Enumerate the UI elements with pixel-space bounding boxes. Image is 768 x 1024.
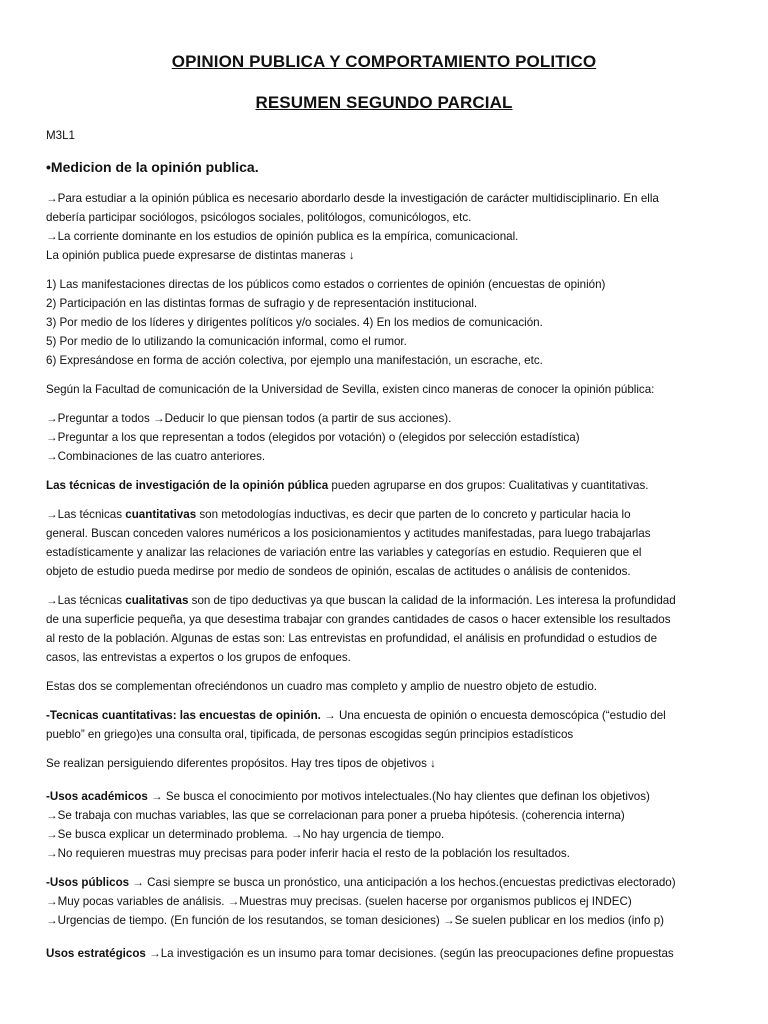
academic-rest: → Se busca el conocimiento por motivos intelectuales.(No hay clientes que definan los objetivos) (147, 790, 650, 803)
quantitative-line: general. Buscan conceden valores numéricos a los posicionamientos y actitudes manifestadas, para luego trabajarlas (46, 527, 651, 540)
public-paragraph (46, 873, 736, 892)
methods-item: →Combinaciones de las cuatro anteriores. (46, 450, 266, 463)
methods-item: →Preguntar a todos →Deducir lo que piensan todos (a partir de sus acciones). (46, 412, 452, 425)
qualitative-paragraph (46, 591, 736, 610)
surveys-paragraph (46, 706, 736, 725)
document-body (46, 126, 736, 963)
intro-line: La opinión publica puede expresarse de distintas maneras ↓ (46, 249, 355, 262)
section-heading-text: Medicion de la opinión publica. (50, 159, 259, 175)
intro-line: →La corriente dominante en los estudios de opinión publica es la empírica, comunicacional. (46, 230, 519, 243)
quantitative-bold: cuantitativas (125, 508, 197, 521)
public-rest: → Casi siempre se busca un pronóstico, una anticipación a los hechos.(encuestas predictivas electorado) (129, 876, 676, 889)
section-heading (46, 155, 736, 179)
surveys-line: pueblo” en griego)es una consulta oral, tipificada, de personas escogidas según principios estadísticos (46, 728, 574, 741)
methods-item: →Preguntar a los que representan a todos (elegidos por votación) o (elegidos por selección estadística) (46, 431, 580, 444)
ways-item: 3) Por medio de los líderes y dirigentes políticos y/o sociales. 4) En los medios de comunicación. (46, 316, 543, 329)
intro-line: →Para estudiar a la opinión pública es necesario abordarlo desde la investigación de carácter multidisciplinario. En ella (46, 192, 659, 205)
quantitative-line: objeto de estudio pueda medirse por medio de sondeos de opinión, escalas de actitudes o análisis de contenidos. (46, 565, 631, 578)
public-line: →Muy pocas variables de análisis. →Muestras muy precisas. (suelen hacerse por organismos publicos ej INDEC) (46, 895, 632, 908)
quantitative-paragraph (46, 505, 736, 524)
quantitative-line: estadísticamente y analizar las relaciones de variación entre las variables y categorías en estudio. Requieren que el (46, 546, 642, 559)
ways-item: 1) Las manifestaciones directas de los públicos como estados o corrientes de opinión (encuestas de opinión) (46, 278, 606, 291)
academic-bold: -Usos académicos (46, 790, 148, 803)
surveys-bold: -Tecnicas cuantitativas: las encuestas de opinión. (46, 709, 321, 722)
quantitative-pre: →Las técnicas (46, 508, 126, 521)
intro-line: debería participar sociólogos, psicólogos sociales, politólogos, comunicólogos, etc. (46, 211, 472, 224)
strategic-paragraph (46, 944, 736, 963)
qualitative-pre: →Las técnicas (46, 594, 126, 607)
qualitative-bold: cualitativas (125, 594, 189, 607)
qualitative-line: al resto de la población. Algunas de estas son: Las entrevistas en profundidad, el análisis en profundidad o estudios de (46, 632, 658, 645)
objectives-paragraph: Se realizan persiguiendo diferentes propósitos. Hay tres tipos de objetivos ↓ (46, 757, 436, 770)
document-subtitle: RESUMEN SEGUNDO PARCIAL (255, 93, 513, 112)
ways-item: 6) Expresándose en forma de acción colectiva, por ejemplo una manifestación, un escrache, etc. (46, 354, 543, 367)
document-title: OPINION PUBLICA Y COMPORTAMIENTO POLITICO (171, 52, 597, 71)
ways-item: 5) Por medio de lo utilizando la comunicación informal, como el rumor. (46, 335, 407, 348)
techniques-rest: pueden agruparse en dos grupos: Cualitativas y cuantitativas. (328, 479, 649, 492)
public-bold: -Usos públicos (46, 876, 130, 889)
bullet-icon: • (46, 159, 51, 175)
qualitative-line: casos, las entrevistas a expertos o los grupos de enfoques. (46, 651, 351, 664)
complement-paragraph: Estas dos se complementan ofreciéndonos un cuadro mas completo y amplio de nuestro objeto de estudio. (46, 680, 598, 693)
ways-item: 2) Participación en las distintas formas de sufragio y de representación institucional. (46, 297, 478, 310)
techniques-bold: Las técnicas de investigación de la opinión pública (46, 479, 329, 492)
quantitative-post: son metodologías inductivas, es decir que parten de lo concreto y particular hacia lo (196, 508, 631, 521)
techniques-paragraph (46, 476, 736, 495)
module-code: M3L1 (46, 129, 76, 142)
qualitative-post: son de tipo deductivas ya que buscan la calidad de la información. Les interesa la profundidad (188, 594, 676, 607)
academic-line: →Se trabaja con muchas variables, las que se correlacionan para poner a prueba hipótesis. (coherencia interna) (46, 809, 625, 822)
qualitative-line: de una superficie pequeña, ya que desestima trabajar con grandes cantidades de casos o hacer extensible los resultados (46, 613, 671, 626)
surveys-rest: → Una encuesta de opinión o encuesta demoscópica (“estudio del (320, 709, 666, 722)
strategic-rest: →La investigación es un insumo para tomar decisiones. (según las preocupaciones define propuestas (145, 947, 674, 960)
academic-line: →Se busca explicar un determinado problema. →No hay urgencia de tiempo. (46, 828, 445, 841)
academic-paragraph (46, 787, 736, 806)
public-line: →Urgencias de tiempo. (En función de los resutandos, se toman desiciones) →Se suelen publicar en los medios (info p) (46, 914, 665, 927)
strategic-bold: Usos estratégicos (46, 947, 146, 960)
academic-line: →No requieren muestras muy precisas para poder inferir hacia el resto de la población los resultados. (46, 847, 570, 860)
sevilla-paragraph: Según la Facultad de comunicación de la Universidad de Sevilla, existen cinco maneras de conocer la opinión pública: (46, 383, 655, 396)
